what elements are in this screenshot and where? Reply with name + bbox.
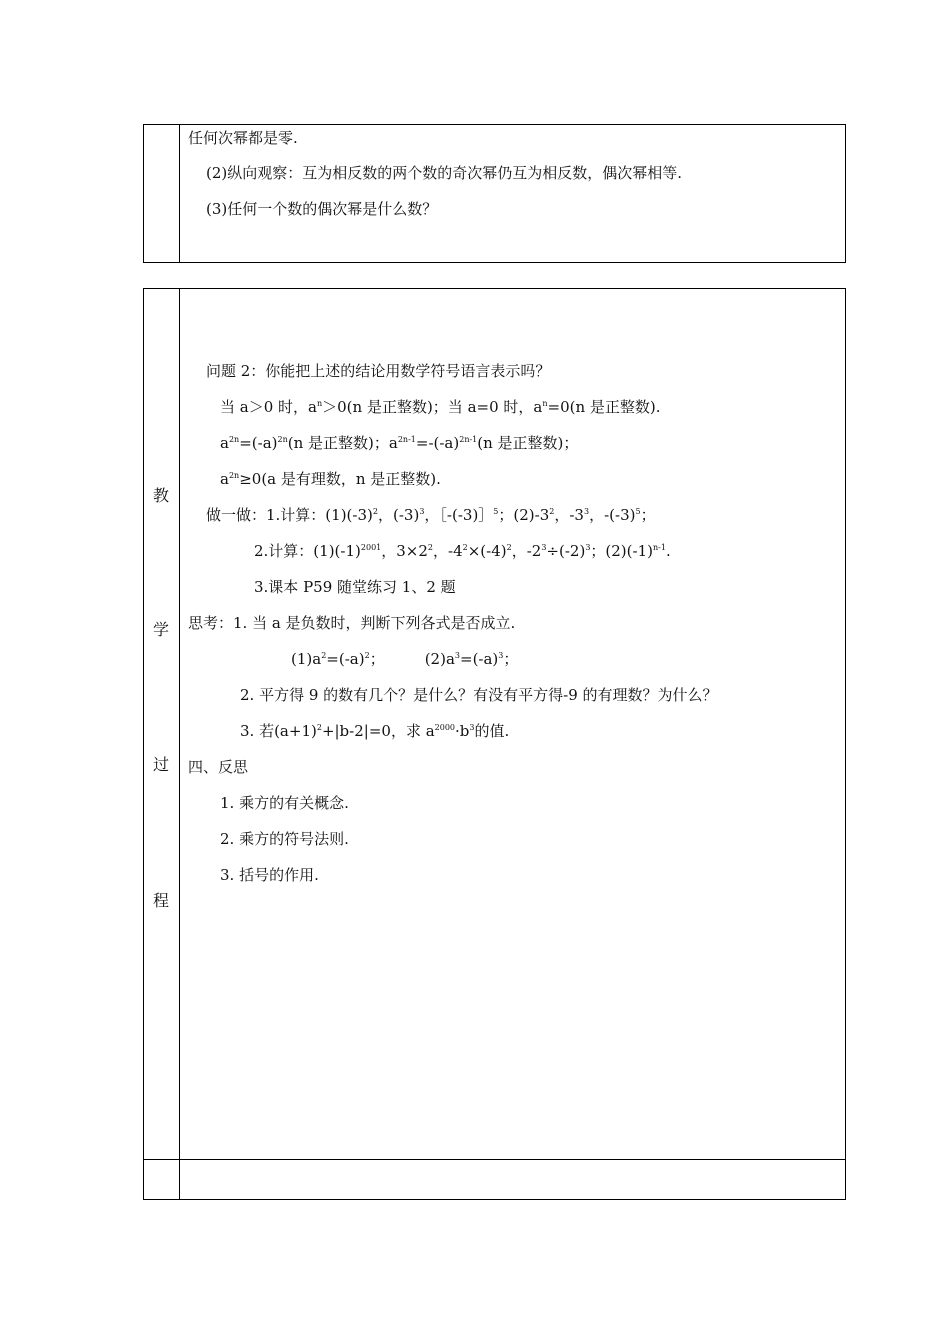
top-line-2: (2)纵向观察：互为相反数的两个数的奇次幂仍互为相反数，偶次幂相等. [206, 164, 683, 182]
main-table [143, 288, 846, 1200]
exercise-1: 做一做：1.计算：$(1)(-3)^2$，$(-3)^3$，［-(-3)］$^5$；$(2)-3^2$，$-3^3$，$-(-3)^5$； [206, 506, 656, 524]
top-table-divider [179, 124, 180, 263]
reflect-title: 四、反思 [188, 758, 249, 776]
exercise-3: 3.课本 P59 随堂练习 1、2 题 [254, 578, 456, 596]
think-2: 2. 平方得 9 的数有几个？是什么？有没有平方得-9 的有理数？为什么？ [240, 686, 718, 704]
reflect-item-3: 3. 括号的作用. [220, 866, 319, 884]
reflect-item-2: 2. 乘方的符号法则. [220, 830, 349, 848]
main-table-divider [179, 288, 180, 1200]
side-label-1: 教 [153, 486, 170, 505]
top-line-3: (3)任何一个数的偶次幂是什么数？ [206, 200, 438, 218]
rule-3: $a^{2n}\ge 0(a$ 是有理数，n 是正整数). [220, 470, 441, 488]
question-2: 问题 2：你能把上述的结论用数学符号语言表示吗？ [206, 362, 551, 380]
side-label-2: 学 [153, 620, 170, 639]
exercise-2: 2.计算：$(1)(-1)^{2001}$，$3\times 2^2$，$-4^2\times(-4)^2$，$-2^3\div(-2)^3$；$(2)(-1)^{n-1}$. [254, 542, 671, 560]
think-equations: $(1)a^2=(-a)^2$； $(2)a^3=(-a)^3$； [291, 650, 519, 668]
rule-1: 当 a＞0 时，$a^n>0(n$ 是正整数)；当 a=0 时，$a^n=0(n$ 是正整数). [220, 398, 661, 416]
top-line-1: 任何次幂都是零. [188, 129, 298, 147]
side-label-3: 过 [153, 755, 170, 774]
main-table-footer-line [143, 1159, 846, 1160]
think-1: 思考：1. 当 a 是负数时，判断下列各式是否成立. [188, 614, 516, 632]
reflect-item-1: 1. 乘方的有关概念. [220, 794, 349, 812]
rule-2: $a^{2n}=(-a)^{2n}(n$ 是正整数)；$a^{2n-1}=-(-a)^{2n-1}(n$ 是正整数)； [220, 434, 579, 452]
think-3: 3. 若$(a+1)^2+|b-2|=0$，求 $a^{2000}\cdot b^3$的值. [240, 722, 510, 740]
side-label-4: 程 [153, 891, 170, 910]
